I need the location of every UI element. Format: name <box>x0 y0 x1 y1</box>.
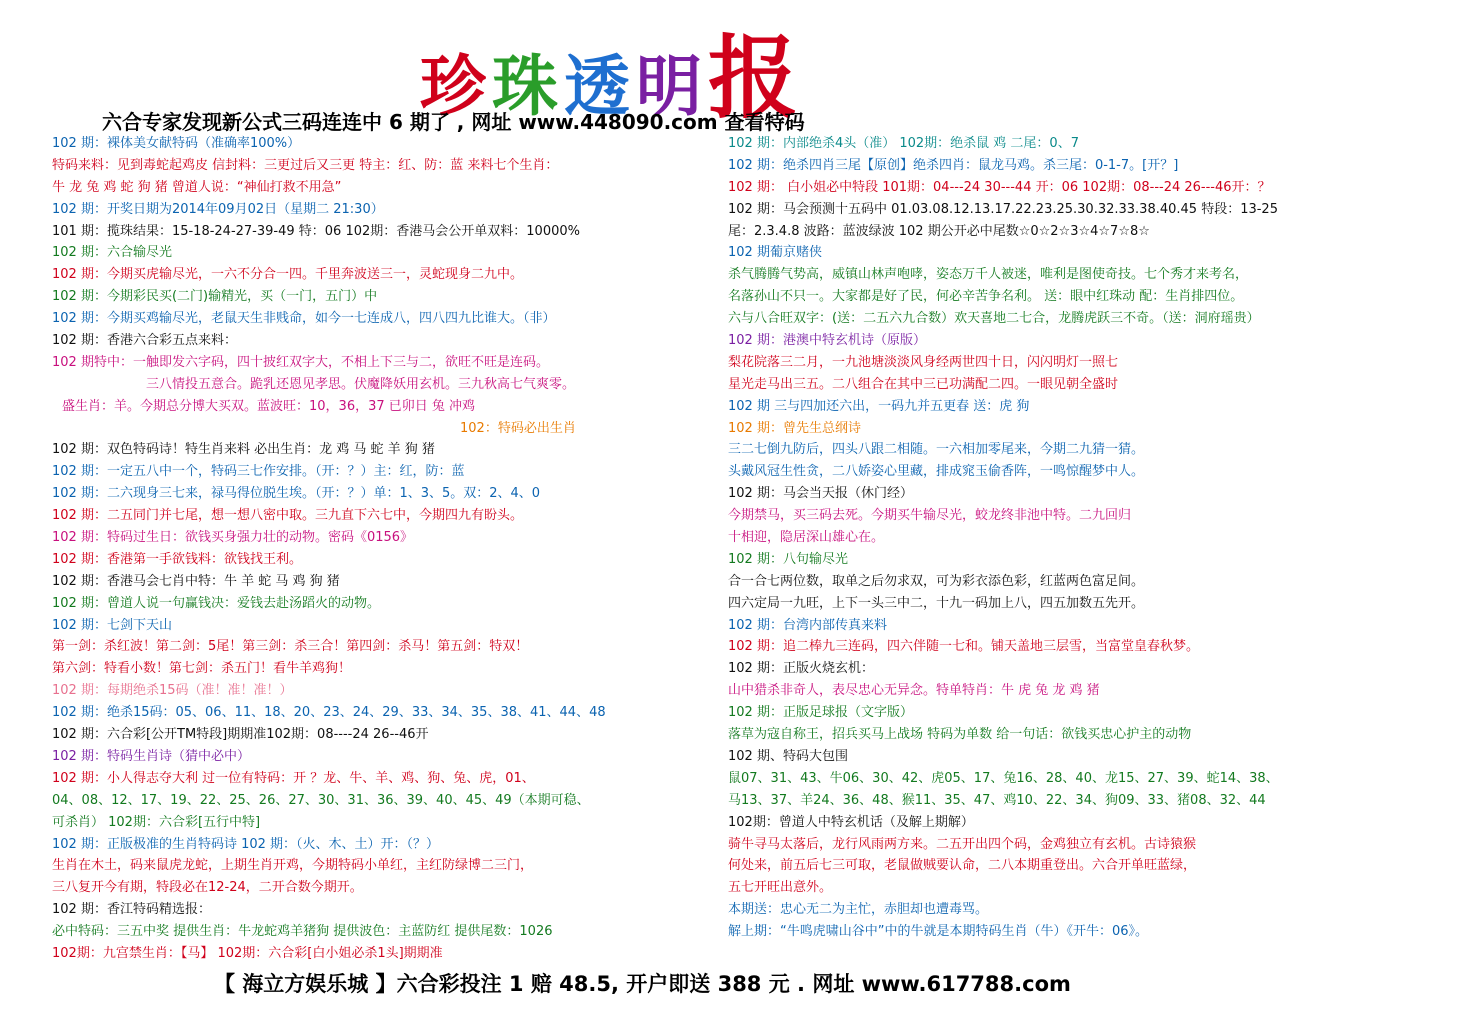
text-line: 何处来，前五后七三可取，老鼠做贼要认命，二八本期重登出。六合开单旺蓝绿， <box>728 858 1197 874</box>
text-line: 名落孙山不只一。大家都是好了民，何必辛苦争名利。 送：眼中红珠动 配：生肖排四位。 <box>728 289 1244 305</box>
text-line: 102 期：正版火烧玄机： <box>728 661 874 677</box>
text-line: 杀气腾腾气势高，威镇山林声咆哮，姿态万千人被迷，唯利是图使奇技。七个秀才来考名， <box>728 267 1249 283</box>
text-line: 102 期：正版足球报（文字版） <box>728 705 913 721</box>
text-line: 102 期：香港马会七肖中特：牛 羊 蛇 马 鸡 狗 猪 <box>52 573 340 589</box>
text-line: 四六定局一九旺，上下一头三中二，十九一码加上八，四五加数五先开。 <box>728 595 1145 611</box>
text-line: 102 期：台湾内部传真来料 <box>728 617 887 633</box>
text-line: 102 期：每期绝杀15码（准！准！准！） <box>52 683 293 699</box>
text-line: 三八情投五意合。跪乳还恩见孝思。伏魔降妖用玄机。三九秋高七气爽零。 <box>146 376 576 392</box>
text-line: 十相迎，隐居深山雄心在。 <box>728 530 885 546</box>
text-line: 五七开旺出意外。 <box>728 880 833 896</box>
text-line: 102 期：曾道人说一句赢钱决：爱钱去赴汤蹈火的动物。 <box>52 595 380 611</box>
text-line: 牛 龙 兔 鸡 蛇 狗 猪 曾道人说：“神仙打救不用急” <box>52 179 342 195</box>
text-line: 102 期 三与四加还六出，一码九并五更春 送：虎 狗 <box>728 398 1030 414</box>
text-line: 102 期：七剑下天山 <box>52 617 172 633</box>
text-line: 今期禁马，买三码去死。今期买牛输尽光，蛟龙终非池中特。二九回归 <box>728 508 1132 524</box>
text-line: 102 期葡京赌侠 <box>728 245 822 261</box>
footer-banner: 【 海立方娱乐城 】六合彩投注 1 赔 48.5, 开户即送 388 元 . 网址 www.617788.com <box>214 972 1071 996</box>
text-line: 102 期：港澳中特玄机诗（原版） <box>728 333 926 349</box>
text-line: 102 期：追二棒九三连码，四六伴随一七和。铺天盖地三层雪，当富堂皇春秋梦。 <box>728 639 1199 655</box>
text-line: 102 期：双色特码诗！特生肖来料 必出生肖：龙 鸡 马 蛇 羊 狗 猪 <box>52 442 435 458</box>
text-line: 102期：曾道人中特玄机话（及解上期解） <box>728 814 974 830</box>
text-line: 102 期：二五同门并七尾，想一想八密中取。三九直下六七中，今期四九有盼头。 <box>52 508 523 524</box>
right-column <box>728 133 1408 943</box>
text-line: 102 期、特码大包围 <box>728 748 848 764</box>
text-line: 102 期：二六现身三七来，禄马得位脱生埃。（开：？）单：1、3、5。双：2、4、0 <box>52 486 541 502</box>
text-line: 102 期：香港六合彩五点来料： <box>52 333 237 349</box>
text-line: 鼠07、31、43、牛06、30、42、虎05、17、兔16、28、40、龙15、27、39、蛇14、38、 <box>728 770 1279 786</box>
text-line: 尾：2.3.4.8 波路：蓝波绿波 102 期公开必中尾数☆0☆2☆3☆4☆7☆8☆ <box>728 223 1150 239</box>
title-char: 珠 <box>492 47 558 125</box>
text-line: 102 期：马会预测十五码中 01.03.08.12.13.17.22.23.25.30.32.33.38.40.45 特段：13-25 <box>728 201 1278 217</box>
text-line: 山中猎杀非奇人，表尽忠心无异念。特单特肖：牛 虎 兔 龙 鸡 猪 <box>728 683 1100 699</box>
text-line: 102 期：一定五八中一个，特码三七作安排。（开：？）主：红，防：蓝 <box>52 464 465 480</box>
text-line: 解上期：“牛鸣虎啸山谷中”中的牛就是本期特码生肖（牛）《开牛：06》。 <box>728 924 1149 940</box>
text-line: 102 期：香港第一手欲钱料：欲钱找王利。 <box>52 551 302 567</box>
text-line: 盛生肖：羊。今期总分博大买双。蓝波旺：10，36，37 已卯日 兔 冲鸡 <box>62 398 476 414</box>
text-line: 102 期：内部绝杀4头（准） 102期：绝杀鼠 鸡 二尾：0、7 <box>728 136 1079 151</box>
text-line: 三二七倒九防后，四头八跟二相随。一六相加零尾来，今期二九猜一猜。 <box>728 442 1145 458</box>
text-line: 102 期： 白小姐必中特段 101期：04---24 30---44 开：06 102期：08---24 26---46开：？ <box>728 179 1271 195</box>
text-line: 102 期：今期买虎输尽光，一六不分合一四。千里奔波送三一，灵蛇现身二九中。 <box>52 267 523 283</box>
title-char: 珍 <box>420 47 486 125</box>
text-line: 102 期：正版极准的生肖特码诗 102 期：（火、木、土）开：（？） <box>52 836 440 852</box>
text-line: 可杀肖） 102期：六合彩[五行中特] <box>52 814 261 830</box>
text-line: 六与八合旺双字：(送：二五六九合数）欢天喜地二七合，龙腾虎跃三不奇。（送：洞府瑶贵） <box>728 311 1260 327</box>
text-line: 合一合七两位数，取单之后勿求双，可为彩衣添色彩，红蓝两色富足间。 <box>728 573 1145 589</box>
text-line: 第六剑：特看小数！第七剑：杀五门！看牛羊鸡狗！ <box>52 661 352 677</box>
text-line: 102期：九宫禁生肖：【马】 102期：六合彩[白小姐必杀1头]期期准 <box>52 945 443 961</box>
text-line: 102 期：六合彩[公开TM特段]期期准102期：08----24 26--46开 <box>52 727 429 743</box>
text-line: 落草为寇自称王，招兵买马上战场 特码为单数 给一句话：欲钱买忠心护主的动物 <box>728 727 1192 743</box>
text-line: 102 期特中：一触即发六字码，四十披红双字大，不相上下三与二，欲旺不旺是连码。 <box>52 354 549 370</box>
title-char: 透 <box>564 47 630 125</box>
title-char: 报 <box>708 25 798 131</box>
subtitle-banner: 六合专家发现新公式三码连连中 6 期了 , 网址 www.448090.com 查看特码 <box>102 110 805 134</box>
text-line: 生肖在木土，码来鼠虎龙蛇，上期生肖开鸡，今期特码小单红，主红防绿博二三门， <box>52 858 534 874</box>
text-line: 本期送：忠心无二为主忙，赤胆却也遭毒骂。 <box>728 902 989 918</box>
text-line: 星光走马出三五。二八组合在其中三已功满配二四。一眼见朝全盛时 <box>728 376 1119 392</box>
text-line: 102 期：开奖日期为2014年09月02日（星期二 21:30） <box>52 201 384 217</box>
text-line: 第一剑：杀红波！第二剑：5尾！第三剑：杀三合！第四剑：杀马！第五剑：特双！ <box>52 639 529 655</box>
title-char: 明 <box>636 47 702 125</box>
left-column <box>52 133 682 965</box>
text-line: 102 期：绝杀四肖三尾【原创】绝杀四肖：鼠龙马鸡。杀三尾：0-1-7。[开？] <box>728 157 1179 173</box>
text-line: 102 期：八句输尽光 <box>728 551 848 567</box>
text-line: 三八复开今有期，特段必在12-24，二开合数今期开。 <box>52 880 363 896</box>
text-line: 102 期：特码过生日：欲钱买身强力壮的动物。密码《0156》 <box>52 530 414 546</box>
text-line: 必中特码：三五中奖 提供生肖：牛龙蛇鸡羊猪狗 提供波色：主蓝防红 提供尾数：1026 <box>52 924 553 940</box>
text-line: 特码来料：见到毒蛇起鸡皮 信封料：三更过后又三更 特主：红、防：蓝 来料七个生肖： <box>52 157 559 173</box>
text-line: 102 期：裸体美女献特码（准确率100%） <box>52 136 301 151</box>
text-line: 04、08、12、17、19、22、25、26、27、30、31、36、39、40、45、49（本期可稳、 <box>52 792 590 808</box>
text-line: 102 期：香江特码精选报： <box>52 902 211 918</box>
text-line: 骑牛寻马太落后，龙行风雨两方来。二五开出四个码，金鸡独立有玄机。古诗猿猴 <box>728 836 1197 852</box>
text-line: 101 期：揽珠结果：15-18-24-27-39-49 特：06 102期：香港马会公开单双料：10000% <box>52 223 580 239</box>
text-line: 头戴风冠生性贪，二八娇姿心里藏，排成窕玉偷香阵，一鸣惊醒梦中人。 <box>728 464 1145 480</box>
text-line: 102 期：绝杀15码：05、06、11、18、20、23、24、29、33、34、35、38、41、44、48 <box>52 705 606 721</box>
text-line: 102 期：曾先生总纲诗 <box>728 420 861 436</box>
text-line: 马13、37、羊24、36、48、猴11、35、47、鸡10、22、34、狗09、33、猪08、32、44 <box>728 792 1266 808</box>
text-line: 102 期：六合输尽光 <box>52 245 172 261</box>
text-line: 102 期：小人得志夺大利 过一位有特码：开 ？龙、牛、羊、鸡、狗、兔、虎，01、 <box>52 770 535 786</box>
text-line: 102 期：今期彩民买(二门)输精光，买（一门，五门）中 <box>52 289 378 305</box>
text-line: 102 期：特码生肖诗（猜中必中） <box>52 748 250 764</box>
text-line: 102 期：马会当天报（休门经） <box>728 486 913 502</box>
text-line: 梨花院落三二月，一九池塘淡淡风身经两世四十日，闪闪明灯一照七 <box>728 354 1119 370</box>
text-line: 102：特码必出生肖 <box>460 420 576 436</box>
text-line: 102 期：今期买鸡输尽光，老鼠天生非贱命，如今一七连成八，四八四九比谁大。（非） <box>52 311 556 327</box>
